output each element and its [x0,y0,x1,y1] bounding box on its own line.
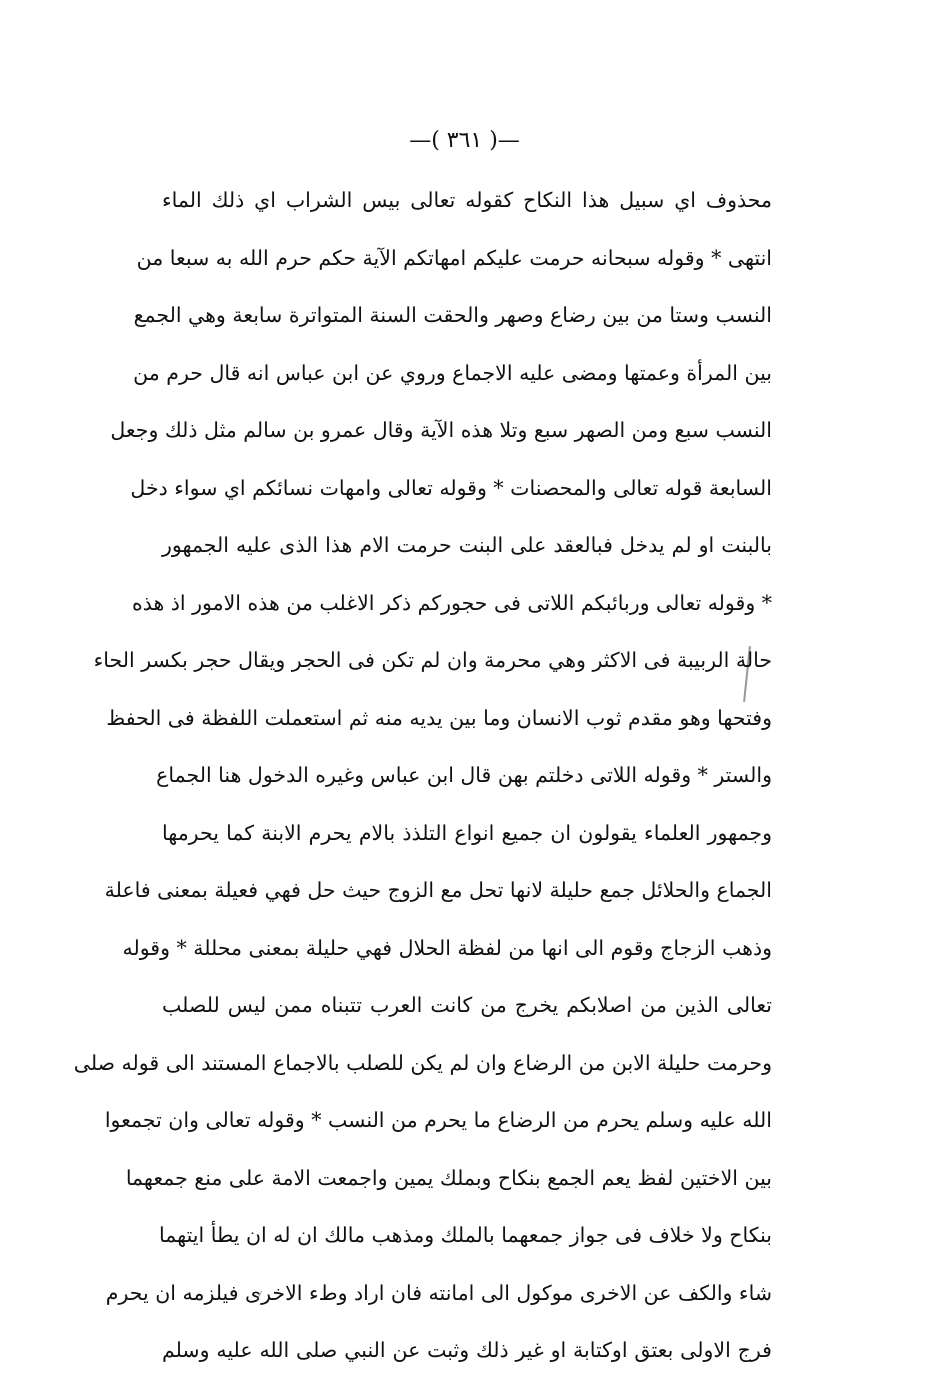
text-line: الجماع والحلائل جمع حليلة لانها تحل مع الزوج حيث حل فهي فعيلة بمعنى فاعلة [104,878,772,902]
text-line: وفتحها وهو مقدم ثوب الانسان وما بين يديه منه ثم استعملت اللفظة فى الحفظ [106,705,772,730]
main-text-block [73,172,772,1380]
text-line: محذوف اي سبيل هذا النكاح كقوله تعالى بيس الشراب اي ذلك الماء [162,188,772,212]
text-line: تعالى الذين من اصلابكم يخرج من كانت العرب تتبناه ممن ليس للصلب [162,993,772,1017]
text-line: السابعة قوله تعالى والمحصنات * وقوله تعالى وامهات نسائكم اي سواء دخل [130,475,772,500]
text-line: النسب سبع ومن الصهر سبع وتلا هذه الآية وقال عمرو بن سالم مثل ذلك وجعل [110,418,772,442]
text-line: بالبنت او لم يدخل فبالعقد على البنت حرمت الام هذا الذى عليه الجمهور [162,533,772,557]
text-line: انتهى * وقوله سبحانه حرمت عليكم امهاتكم الآية حكم حرم الله به سبعا من [136,245,772,270]
text-line: النسب وستا من بين رضاع وصهر والحقت السنة المتواترة سابعة وهي الجمع [133,303,772,327]
text-line: حالة الربيبة فى الاكثر وهي محرمة وان لم تكن فى الحجر ويقال حجر بكسر الحاء [93,648,772,672]
text-line: والستر * وقوله اللاتى دخلتم بهن قال ابن عباس وغيره الدخول هنا الجماع [156,763,772,787]
text-line: * وقوله تعالى وربائبكم اللاتى فى حجوركم ذكر الاغلب من هذه الامور اذ هذه [131,590,772,615]
text-line: وذهب الزجاج وقوم الى انها من لفظة الحلال فهي حليلة بمعنى محللة * وقوله [122,935,772,960]
text-line: بين الاختين لفظ يعم الجمع بنكاح وبملك يمين واجمعت الامة على منع جمعهما [125,1165,772,1190]
page-number: —( ٣٦١ )— [409,128,520,153]
text-line: فرج الاولى بعتق اوكتابة او غير ذلك وثبت عن النبي صلى الله عليه وسلم [162,1338,772,1362]
text-line: وحرمت حليلة الابن من الرضاع وان لم يكن للصلب بالاجماع المستند الى قوله صلى [73,1050,772,1075]
text-line: بين المرأة وعمتها ومضى عليه الاجماع وروي عن ابن عباس انه قال حرم من [133,360,772,385]
text-line: الله عليه وسلم يحرم من الرضاع ما يحرم من النسب * وقوله تعالى وان تجمعوا [104,1108,772,1132]
text-line: شاء والكف عن الاخرى موكول الى امانته فان اراد وطء الاخرى فيلزمه ان يحرم [105,1280,772,1305]
text-line: وجمهور العلماء يقولون ان جميع انواع التلذذ بالام يحرم الابنة كما يحرمها [162,820,772,845]
text-line: بنكاح ولا خلاف فى جواز جمعهما بالملك ومذهب مالك ان له ان يطأ ايتهما [159,1223,772,1247]
